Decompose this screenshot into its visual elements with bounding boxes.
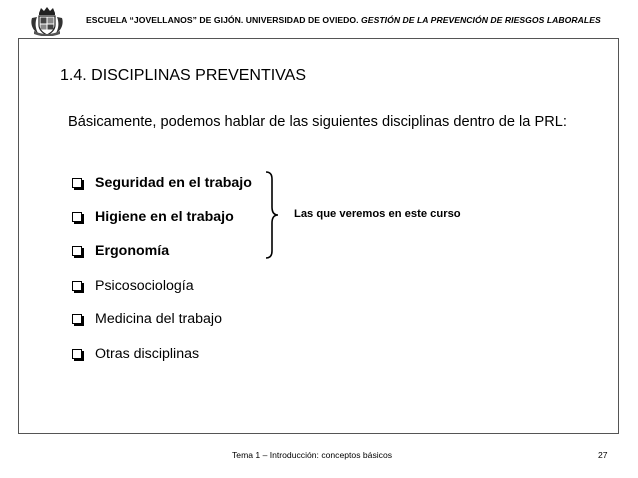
checkbox-bullet-icon: [72, 281, 82, 291]
list-item-label: Higiene en el trabajo: [95, 209, 234, 225]
header-course: GESTIÓN DE LA PREVENCIÓN DE RIESGOS LABORALES: [361, 15, 601, 25]
section-title: 1.4. DISCIPLINAS PREVENTIVAS: [60, 67, 307, 84]
header-title: [86, 15, 601, 25]
list-item-otras: [72, 344, 199, 364]
checkbox-bullet-icon: [72, 246, 82, 256]
checkbox-bullet-icon: [72, 212, 82, 222]
page-number: 27: [598, 450, 608, 460]
checkbox-bullet-icon: [72, 178, 82, 188]
right-brace-icon: [262, 170, 282, 260]
university-crest-icon: [30, 6, 64, 36]
checkbox-bullet-icon: [72, 314, 82, 324]
list-item-label: Psicosociología: [95, 278, 194, 294]
list-item-label: Otras disciplinas: [95, 346, 200, 362]
list-item-label: Ergonomía: [95, 243, 170, 259]
content-frame: [18, 38, 619, 434]
footer-text: Tema 1 – Introducción: conceptos básicos: [232, 450, 393, 460]
list-item-psicosociologia: [72, 276, 194, 296]
list-item-higiene: [72, 207, 234, 227]
list-item-medicina: [72, 309, 222, 329]
header-institution: ESCUELA “JOVELLANOS” DE GIJÓN. UNIVERSIDAD DE OVIEDO.: [86, 15, 362, 25]
list-item-label: Medicina del trabajo: [95, 311, 222, 327]
list-item-ergonomia: [72, 241, 169, 261]
list-item-label: Seguridad en el trabajo: [95, 175, 252, 191]
list-item-seguridad: [72, 173, 252, 193]
checkbox-bullet-icon: [72, 349, 82, 359]
brace-note: Las que veremos en este curso: [294, 208, 461, 220]
intro-text: Básicamente, podemos hablar de las siguientes disciplinas dentro de la PRL:: [68, 114, 567, 130]
